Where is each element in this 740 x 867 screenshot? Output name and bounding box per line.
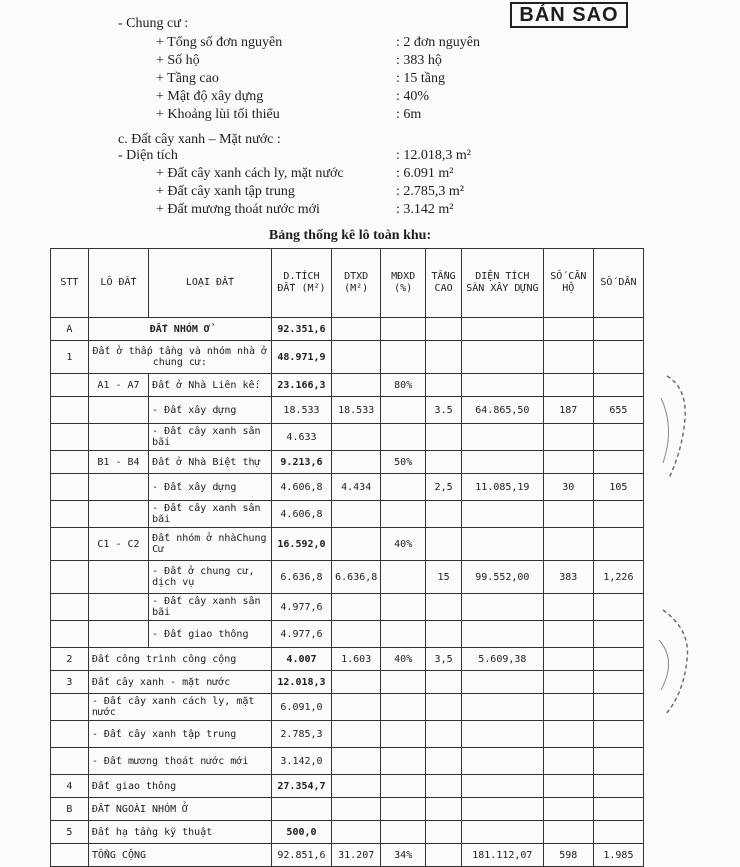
table-row <box>51 561 644 594</box>
cay-xanh-label-isolation: + Đất cây xanh cách ly, mặt nước <box>156 166 344 181</box>
table-header-row <box>51 249 644 318</box>
cell-loai-dat: Đất ở Nhà Biệt thự <box>149 451 272 474</box>
table-row <box>51 775 644 798</box>
cell-dtxd: 1.603 <box>332 648 381 671</box>
cell-dien-tich: 23.166,3 <box>271 374 331 397</box>
cay-xanh-value-central: : 2.785,3 m² <box>396 184 464 199</box>
cell-dien-tich-san: 11.085,19 <box>461 474 543 501</box>
partial-seal-mark <box>657 368 697 488</box>
table-row <box>51 671 644 694</box>
cell-so-can-ho: 30 <box>543 474 593 501</box>
dien-tich-value: : 12.018,3 m² <box>396 148 471 163</box>
table-row <box>51 397 644 424</box>
cell-dtxd: 18.533 <box>332 397 381 424</box>
cell-stt: 5 <box>51 821 89 844</box>
header-mdxd: MĐXD (%) <box>381 249 426 318</box>
cell-loai-dat: Đất cây xanh - mặt nước <box>88 671 271 694</box>
cell-dien-tich: 6.091,0 <box>271 694 331 721</box>
cell-loai-dat: - Đất giao thông <box>149 621 272 648</box>
cell-dien-tich: 6.636,8 <box>271 561 331 594</box>
cell-dien-tich: 2.785,3 <box>271 721 331 748</box>
header-lo-dat: LÔ ĐẤT <box>88 249 148 318</box>
cell-loai-dat: Đất nhóm ở nhàChung Cư <box>149 528 272 561</box>
cell-so-dan: 1,226 <box>593 561 643 594</box>
cell-stt: B <box>51 798 89 821</box>
cell-stt: 4 <box>51 775 89 798</box>
cell-so-can-ho: 598 <box>543 844 593 867</box>
cell-loai-dat: ĐẤT NGOÀI NHÓM Ở <box>88 798 271 821</box>
cell-dien-tich: 500,0 <box>271 821 331 844</box>
cell-dien-tich: 4.007 <box>271 648 331 671</box>
table-row <box>51 424 644 451</box>
cell-dtxd: 4.434 <box>332 474 381 501</box>
cell-loai-dat: - Đất cây xanh cách ly, mặt nước <box>88 694 271 721</box>
header-dtxd: DTXD (M²) <box>332 249 381 318</box>
chung-cu-value-units: : 2 đơn nguyên <box>396 35 481 50</box>
cell-stt: 3 <box>51 671 89 694</box>
table-row <box>51 748 644 775</box>
cell-tang-cao: 3,5 <box>426 648 462 671</box>
cell-dien-tich: 27.354,7 <box>271 775 331 798</box>
cell-so-can-ho: 187 <box>543 397 593 424</box>
header-stt: STT <box>51 249 89 318</box>
chung-cu-label-households: + Số hộ <box>156 53 200 68</box>
cell-loai-dat: - Đất cây xanh sân bãi <box>149 594 272 621</box>
cay-xanh-value-isolation: : 6.091 m² <box>396 166 454 181</box>
cell-tang-cao: 3.5 <box>426 397 462 424</box>
chung-cu-value-floors: : 15 tầng <box>396 71 445 86</box>
table-row <box>51 798 644 821</box>
cell-loai-dat: Đất ở Nhà Liên kế: <box>149 374 272 397</box>
cell-so-dan: 1.985 <box>593 844 643 867</box>
cell-dien-tich: 4.606,8 <box>271 474 331 501</box>
chung-cu-label-floors: + Tầng cao <box>156 71 219 86</box>
cell-loai-dat: - Đất xây dựng <box>149 397 272 424</box>
table-total-row <box>51 844 644 867</box>
cell-dien-tich-san: 64.865,50 <box>461 397 543 424</box>
cell-dien-tich-san: 99.552,00 <box>461 561 543 594</box>
cell-dien-tich: 4.977,6 <box>271 621 331 648</box>
header-dien-tich-dat: D.TÍCH ĐẤT (M²) <box>271 249 331 318</box>
table-row <box>51 621 644 648</box>
cell-dien-tich: 16.592,0 <box>271 528 331 561</box>
header-dien-tich-san: DIỆN TÍCH SÀN XÂY DỰNG <box>461 249 543 318</box>
cell-loai-dat: - Đất cây xanh tập trung <box>88 721 271 748</box>
table-row <box>51 821 644 844</box>
cell-loai-dat: - Đất cây xanh sân bãi <box>149 501 272 528</box>
dien-tich-label: - Diện tích <box>118 148 178 163</box>
cell-dien-tich: 92.851,6 <box>271 844 331 867</box>
table-row <box>51 528 644 561</box>
table-row <box>51 694 644 721</box>
cay-xanh-heading: c. Đất cây xanh – Mặt nước : <box>118 132 281 147</box>
table-row <box>51 374 644 397</box>
cell-so-dan: 105 <box>593 474 643 501</box>
header-loai-dat: LOẠI ĐẤT <box>149 249 272 318</box>
header-so-can-ho: SỐ CĂN HỘ <box>543 249 593 318</box>
cell-loai-dat: - Đất xây dựng <box>149 474 272 501</box>
cell-loai-dat: Đất giao thông <box>88 775 271 798</box>
header-so-dan: SỐ DÂN <box>593 249 643 318</box>
table-row <box>51 648 644 671</box>
cell-dien-tich: 4.606,8 <box>271 501 331 528</box>
cell-dien-tich: 3.142,0 <box>271 748 331 775</box>
cell-dien-tich: 48.971,9 <box>271 341 331 374</box>
cell-total-label: TỔNG CỘNG <box>88 844 271 867</box>
cell-dien-tich-san: 181.112,07 <box>461 844 543 867</box>
cell-dien-tich-san: 5.609,38 <box>461 648 543 671</box>
header-tang-cao: TẦNG CAO <box>426 249 462 318</box>
chung-cu-heading: - Chung cư : <box>118 16 189 31</box>
table-row <box>51 594 644 621</box>
cell-mdxd: 50% <box>381 451 426 474</box>
table-row <box>51 721 644 748</box>
table-row <box>51 451 644 474</box>
table-row <box>51 318 644 341</box>
cell-loai-dat: - Đất mương thoát nước mới <box>88 748 271 775</box>
cay-xanh-value-drainage: : 3.142 m² <box>396 202 454 217</box>
cell-stt: 1 <box>51 341 89 374</box>
cell-so-can-ho: 383 <box>543 561 593 594</box>
cell-dien-tich: 4.633 <box>271 424 331 451</box>
cell-so-dan: 655 <box>593 397 643 424</box>
cell-dtxd: 6.636,8 <box>332 561 381 594</box>
cell-mdxd: 40% <box>381 528 426 561</box>
chung-cu-value-households: : 383 hộ <box>396 53 442 68</box>
partial-seal-mark <box>657 600 697 720</box>
cell-tang-cao: 15 <box>426 561 462 594</box>
copy-stamp: BẢN SAO <box>510 2 628 28</box>
cell-mdxd: 40% <box>381 648 426 671</box>
land-statistics-table <box>50 248 644 867</box>
cell-stt: A <box>51 318 89 341</box>
table-row <box>51 474 644 501</box>
table-title: Bảng thống kê lô toàn khu: <box>268 228 432 243</box>
cell-dien-tich: 12.018,3 <box>271 671 331 694</box>
cell-tang-cao: 2,5 <box>426 474 462 501</box>
chung-cu-value-density: : 40% <box>396 89 430 104</box>
cell-loai-dat: - Đất ở chung cư, dịch vụ <box>149 561 272 594</box>
cell-loai-dat: Đất công trình công cộng <box>88 648 271 671</box>
cell-lo-dat: B1 - B4 <box>88 451 148 474</box>
cay-xanh-label-central: + Đất cây xanh tập trung <box>156 184 295 199</box>
cell-loai-dat: Đất hạ tầng kỹ thuật <box>88 821 271 844</box>
table-row <box>51 501 644 528</box>
cell-dien-tich: 92.351,6 <box>271 318 331 341</box>
cay-xanh-label-drainage: + Đất mương thoát nước mới <box>156 202 320 217</box>
cell-mdxd: 80% <box>381 374 426 397</box>
cell-loai-dat: ĐẤT NHÓM Ở <box>88 318 271 341</box>
cell-loai-dat: Đất ở thấp tầng và nhóm nhà ở chung cư: <box>88 341 271 374</box>
cell-dien-tich: 9.213,6 <box>271 451 331 474</box>
cell-lo-dat: C1 - C2 <box>88 528 148 561</box>
cell-mdxd: 34% <box>381 844 426 867</box>
chung-cu-label-setback: + Khoảng lùi tối thiểu <box>156 107 280 122</box>
chung-cu-label-units: + Tổng số đơn nguyên <box>156 35 283 50</box>
cell-dien-tich: 4.977,6 <box>271 594 331 621</box>
chung-cu-label-density: + Mật độ xây dựng <box>156 89 264 104</box>
cell-lo-dat: A1 - A7 <box>88 374 148 397</box>
cell-stt: 2 <box>51 648 89 671</box>
table-row <box>51 341 644 374</box>
cell-loai-dat: - Đất cây xanh sân bãi <box>149 424 272 451</box>
chung-cu-value-setback: : 6m <box>396 107 422 122</box>
cell-dien-tich: 18.533 <box>271 397 331 424</box>
cell-dtxd: 31.207 <box>332 844 381 867</box>
